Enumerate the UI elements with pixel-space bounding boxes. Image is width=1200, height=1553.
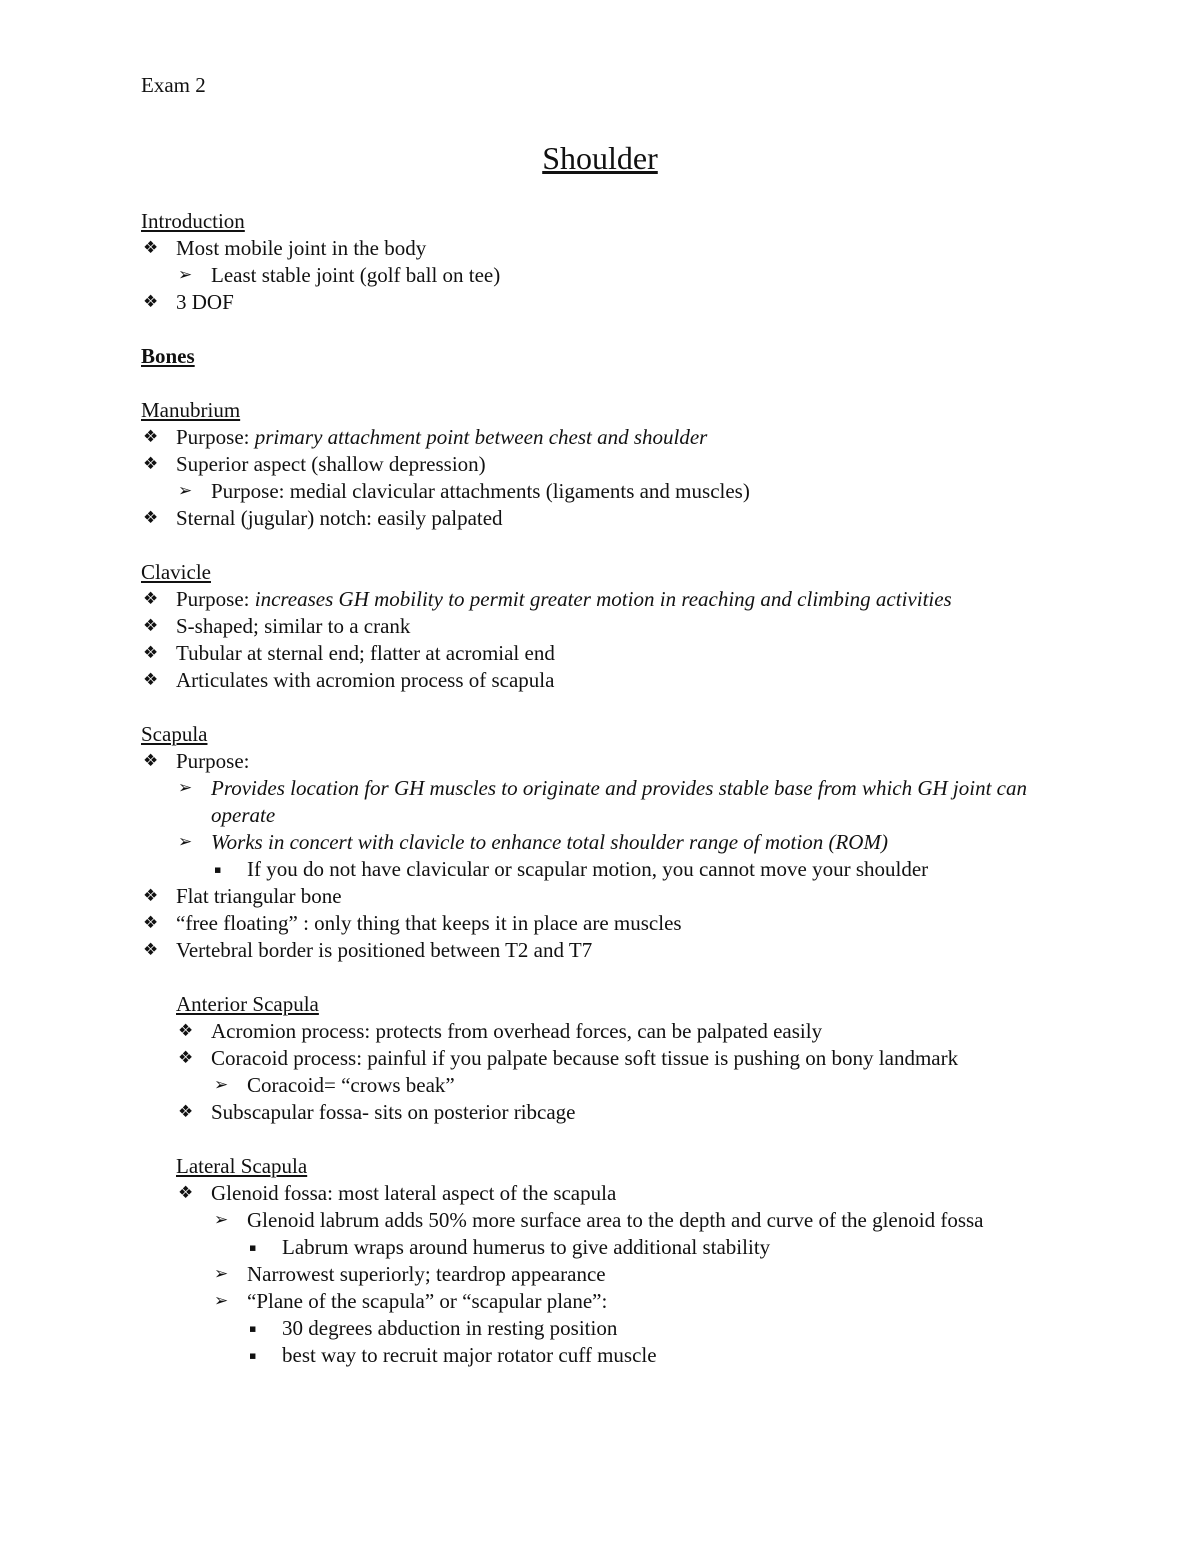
diamond-bullet-icon: ❖	[143, 940, 159, 960]
list-item: ❖ Tubular at sternal end; flatter at acromial end	[143, 641, 555, 665]
list-item: ❖ Sternal (jugular) notch: easily palpated	[143, 506, 503, 530]
list-item: ❖ Vertebral border is positioned between T2 and T7	[143, 938, 593, 962]
list-item: ❖ 3 DOF	[143, 290, 234, 314]
list-item: ❖ Subscapular fossa- sits on posterior ribcage	[178, 1100, 576, 1124]
list-item: ➢ Works in concert with clavicle to enhance total shoulder range of motion (ROM)	[178, 830, 888, 854]
bones-heading: Bones	[141, 344, 195, 368]
diamond-bullet-icon: ❖	[143, 238, 159, 258]
diamond-bullet-icon: ❖	[178, 1183, 194, 1203]
list-item: ➢ “Plane of the scapula” or “scapular plane”:	[214, 1289, 608, 1313]
list-item: ❖ Most mobile joint in the body	[143, 236, 427, 260]
diamond-bullet-icon: ❖	[178, 1048, 194, 1068]
list-item: ❖ Purpose:	[143, 749, 250, 773]
diamond-bullet-icon: ❖	[178, 1102, 194, 1122]
diamond-bullet-icon: ❖	[178, 1021, 194, 1041]
list-item: ▪ Labrum wraps around humerus to give additional stability	[249, 1235, 771, 1259]
clavicle-heading: Clavicle	[141, 560, 211, 584]
list-item: ➢ Provides location for GH muscles to originate and provides stable base from which GH joint can operate	[178, 776, 1028, 827]
list-item: ❖ Purpose: primary attachment point between chest and shoulder	[143, 425, 708, 449]
list-item: ❖ Superior aspect (shallow depression)	[143, 452, 486, 476]
square-bullet-icon: ▪	[249, 1322, 257, 1335]
anterior-scapula-heading: Anterior Scapula	[176, 992, 319, 1016]
list-item: ▪ 30 degrees abduction in resting position	[249, 1316, 618, 1340]
list-item: ❖ Articulates with acromion process of scapula	[143, 668, 555, 692]
list-item: ❖ Coracoid process: painful if you palpate because soft tissue is pushing on bony landmark	[178, 1046, 959, 1070]
list-item: ❖ Purpose: increases GH mobility to permit greater motion in reaching and climbing activities	[143, 587, 952, 611]
page-header: Exam 2	[141, 73, 206, 97]
square-bullet-icon: ▪	[249, 1349, 257, 1362]
scapula-heading: Scapula	[141, 722, 208, 746]
diamond-bullet-icon: ❖	[143, 454, 159, 474]
list-item: ➢ Least stable joint (golf ball on tee)	[178, 263, 501, 287]
square-bullet-icon: ▪	[249, 1241, 257, 1254]
list-item: ➢ Narrowest superiorly; teardrop appearance	[214, 1262, 606, 1286]
arrow-bullet-icon: ➢	[178, 481, 193, 501]
diamond-bullet-icon: ❖	[143, 616, 159, 636]
diamond-bullet-icon: ❖	[143, 589, 159, 609]
arrow-bullet-icon: ➢	[214, 1210, 229, 1230]
page-title: Shoulder	[542, 140, 658, 176]
arrow-bullet-icon: ➢	[214, 1291, 229, 1311]
arrow-bullet-icon: ➢	[178, 778, 193, 798]
list-item: ▪ If you do not have clavicular or scapular motion, you cannot move your shoulder	[214, 857, 929, 881]
list-item: ❖ Acromion process: protects from overhead forces, can be palpated easily	[178, 1019, 823, 1043]
document-body	[141, 208, 1151, 1369]
diamond-bullet-icon: ❖	[143, 913, 159, 933]
diamond-bullet-icon: ❖	[143, 886, 159, 906]
diamond-bullet-icon: ❖	[143, 751, 159, 771]
diamond-bullet-icon: ❖	[143, 670, 159, 690]
list-item: ❖ “free floating” : only thing that keeps it in place are muscles	[143, 911, 682, 935]
list-item: ➢ Glenoid labrum adds 50% more surface area to the depth and curve of the glenoid fossa	[214, 1208, 984, 1232]
list-item: ▪ best way to recruit major rotator cuff muscle	[249, 1343, 657, 1367]
list-item: ➢ Coracoid= “crows beak”	[214, 1073, 455, 1097]
list-item: ❖ Glenoid fossa: most lateral aspect of the scapula	[178, 1181, 617, 1205]
square-bullet-icon: ▪	[214, 863, 222, 876]
list-item: ❖ S-shaped; similar to a crank	[143, 614, 411, 638]
diamond-bullet-icon: ❖	[143, 292, 159, 312]
introduction-heading: Introduction	[141, 209, 245, 233]
list-item: ➢ Purpose: medial clavicular attachments (ligaments and muscles)	[178, 479, 750, 503]
manubrium-heading: Manubrium	[141, 398, 241, 422]
diamond-bullet-icon: ❖	[143, 508, 159, 528]
diamond-bullet-icon: ❖	[143, 427, 159, 447]
arrow-bullet-icon: ➢	[178, 265, 193, 285]
list-item: ❖ Flat triangular bone	[143, 884, 342, 908]
diamond-bullet-icon: ❖	[143, 643, 159, 663]
arrow-bullet-icon: ➢	[214, 1264, 229, 1284]
lateral-scapula-heading: Lateral Scapula	[176, 1154, 308, 1178]
arrow-bullet-icon: ➢	[178, 832, 193, 852]
arrow-bullet-icon: ➢	[214, 1075, 229, 1095]
